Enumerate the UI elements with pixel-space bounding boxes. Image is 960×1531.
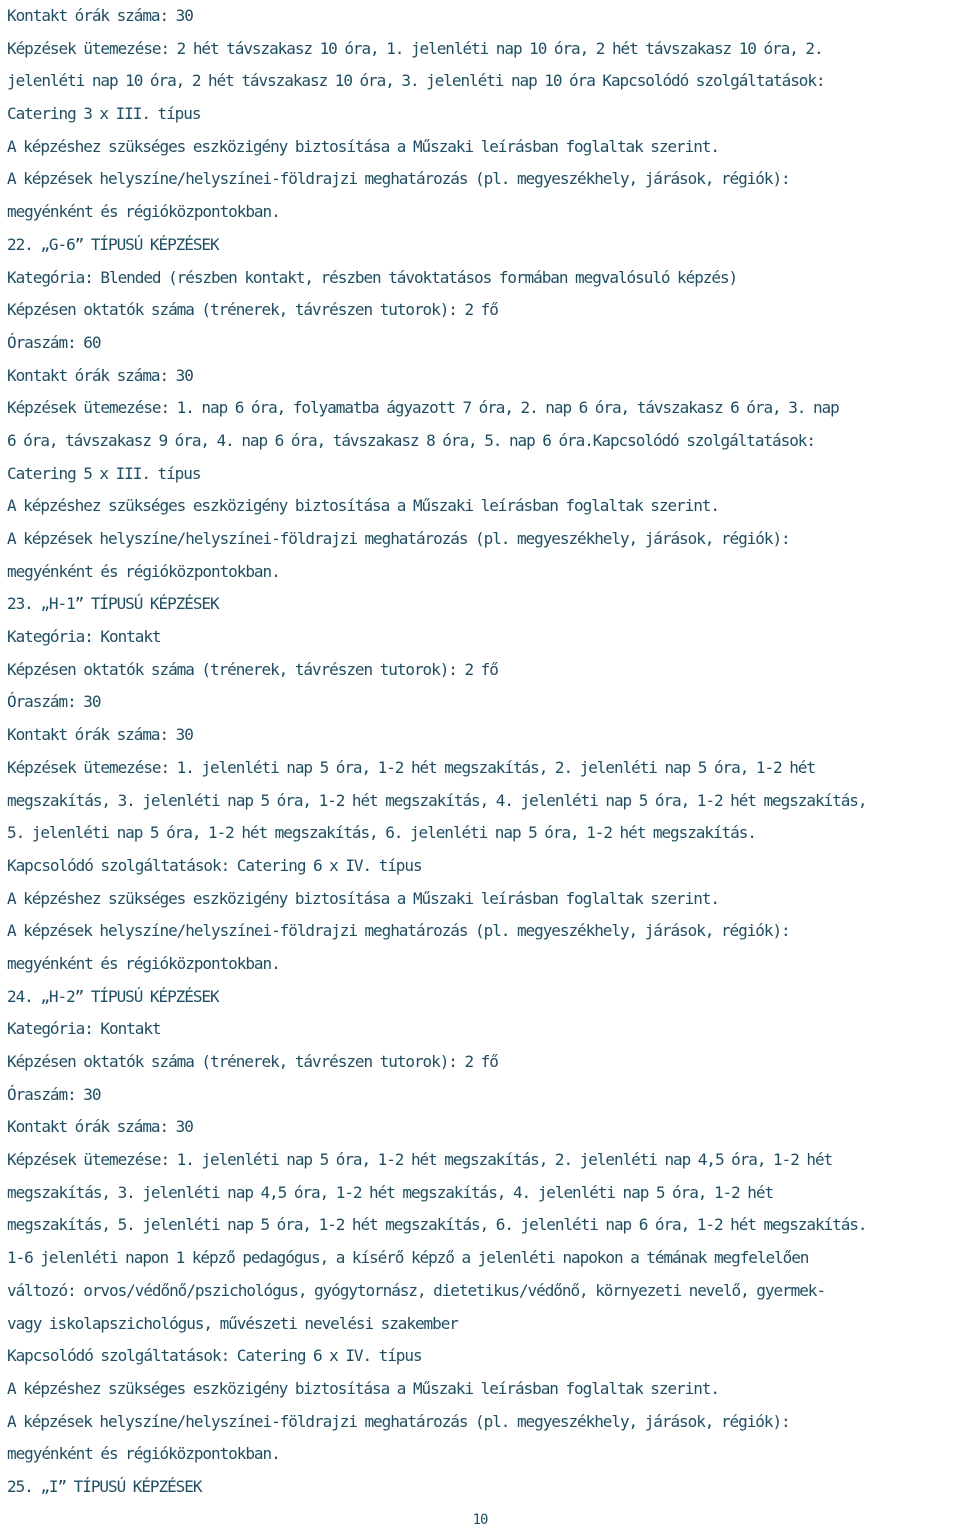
text-line: Képzések ütemezése: 2 hét távszakasz 10 óra, 1. jelenléti nap 10 óra, 2 hét távszakasz 10 óra, 2.	[7, 38, 823, 58]
text-line: megyénként és régióközpontokban.	[7, 1444, 280, 1464]
text-line: Kapcsolódó szolgáltatások: Catering 6 x IV. típus	[7, 855, 422, 875]
text-line: 1-6 jelenléti napon 1 képző pedagógus, a kísérő képző a jelenléti napokon a témának megfelelően	[7, 1248, 809, 1268]
text-line: Óraszám: 30	[7, 692, 101, 712]
text-line: megszakítás, 3. jelenléti nap 5 óra, 1-2 hét megszakítás, 4. jelenléti nap 5 óra, 1-2 hét megszakítás,	[7, 790, 867, 810]
page-number: 10	[472, 1512, 488, 1528]
text-line: Óraszám: 30	[7, 1084, 101, 1104]
text-line: jelenléti nap 10 óra, 2 hét távszakasz 10 óra, 3. jelenléti nap 10 óra Kapcsolódó szolgáltatások:	[7, 71, 825, 91]
text-line: Kategória: Blended (részben kontakt, részben távoktatásos formában megvalósuló képzés)	[7, 267, 738, 287]
text-line: A képzéshez szükséges eszközigény biztosítása a Műszaki leírásban foglaltak szerint.	[7, 1378, 719, 1398]
text-line: A képzések helyszíne/helyszínei-földrajzi meghatározás (pl. megyeszékhely, járások, régiók):	[7, 169, 790, 189]
text-line: Kontakt órák száma: 30	[7, 1117, 193, 1137]
section-heading-22: 22. „G-6” TÍPUSÚ KÉPZÉSEK	[7, 234, 219, 254]
text-line: Kapcsolódó szolgáltatások: Catering 6 x IV. típus	[7, 1346, 422, 1366]
text-line: Óraszám: 60	[7, 332, 101, 352]
text-line: Catering 3 x III. típus	[7, 104, 201, 124]
text-line: Catering 5 x III. típus	[7, 463, 201, 483]
text-line: Képzések ütemezése: 1. nap 6 óra, folyamatba ágyazott 7 óra, 2. nap 6 óra, távszakasz 6 óra, 3. nap	[7, 398, 839, 418]
text-line: Képzésen oktatók száma (trénerek, távrészen tutorok): 2 fő	[7, 300, 498, 320]
section-heading-24: 24. „H-2” TÍPUSÚ KÉPZÉSEK	[7, 986, 219, 1006]
text-line: Kontakt órák száma: 30	[7, 725, 193, 745]
text-line: megszakítás, 3. jelenléti nap 4,5 óra, 1-2 hét megszakítás, 4. jelenléti nap 5 óra, 1-2 hét	[7, 1182, 774, 1202]
section-heading-25: 25. „I” TÍPUSÚ KÉPZÉSEK	[7, 1476, 202, 1496]
text-line: A képzéshez szükséges eszközigény biztosítása a Műszaki leírásban foglaltak szerint.	[7, 496, 719, 516]
text-line: A képzéshez szükséges eszközigény biztosítása a Műszaki leírásban foglaltak szerint.	[7, 888, 719, 908]
text-line: Kontakt órák száma: 30	[7, 365, 193, 385]
text-line: 5. jelenléti nap 5 óra, 1-2 hét megszakítás, 6. jelenléti nap 5 óra, 1-2 hét megszakítás.	[7, 823, 756, 843]
text-line: Képzésen oktatók száma (trénerek, távrészen tutorok): 2 fő	[7, 1052, 498, 1071]
text-line: változó: orvos/védőnő/pszichológus, gyógytornász, dietetikus/védőnő, környezeti nevelő, gyermek-	[7, 1280, 825, 1300]
document-body	[7, 0, 957, 1504]
text-line: 6 óra, távszakasz 9 óra, 4. nap 6 óra, távszakasz 8 óra, 5. nap 6 óra.Kapcsolódó szolgáltatások:	[7, 430, 815, 450]
text-line: A képzéshez szükséges eszközigény biztosítása a Műszaki leírásban foglaltak szerint.	[7, 136, 719, 156]
text-line: megszakítás, 5. jelenléti nap 5 óra, 1-2 hét megszakítás, 6. jelenléti nap 6 óra, 1-2 hét megszakítás.	[7, 1215, 867, 1235]
text-line: A képzések helyszíne/helyszínei-földrajzi meghatározás (pl. megyeszékhely, járások, régiók):	[7, 529, 790, 548]
text-line: A képzések helyszíne/helyszínei-földrajzi meghatározás (pl. megyeszékhely, járások, régiók):	[7, 1411, 790, 1431]
text-line: megyénként és régióközpontokban.	[7, 953, 280, 973]
text-line: Kategória: Kontakt	[7, 627, 161, 647]
text-line: Képzések ütemezése: 1. jelenléti nap 5 óra, 1-2 hét megszakítás, 2. jelenléti nap 4,5 óra, 1-2 hét	[7, 1150, 833, 1170]
text-line: Kategória: Kontakt	[7, 1019, 161, 1039]
text-line: Képzések ütemezése: 1. jelenléti nap 5 óra, 1-2 hét megszakítás, 2. jelenléti nap 5 óra, 1-2 hét	[7, 757, 815, 777]
section-heading-23: 23. „H-1” TÍPUSÚ KÉPZÉSEK	[7, 594, 219, 614]
text-line: vagy iskolapszichológus, művészeti nevelési szakember	[7, 1313, 458, 1333]
text-line: A képzések helyszíne/helyszínei-földrajzi meghatározás (pl. megyeszékhely, járások, régiók):	[7, 921, 790, 941]
text-line: Képzésen oktatók száma (trénerek, távrészen tutorok): 2 fő	[7, 659, 498, 679]
text-line: megyénként és régióközpontokban.	[7, 561, 280, 581]
text-line: megyénként és régióközpontokban.	[7, 202, 280, 222]
text-line: Kontakt órák száma: 30	[7, 6, 193, 25]
